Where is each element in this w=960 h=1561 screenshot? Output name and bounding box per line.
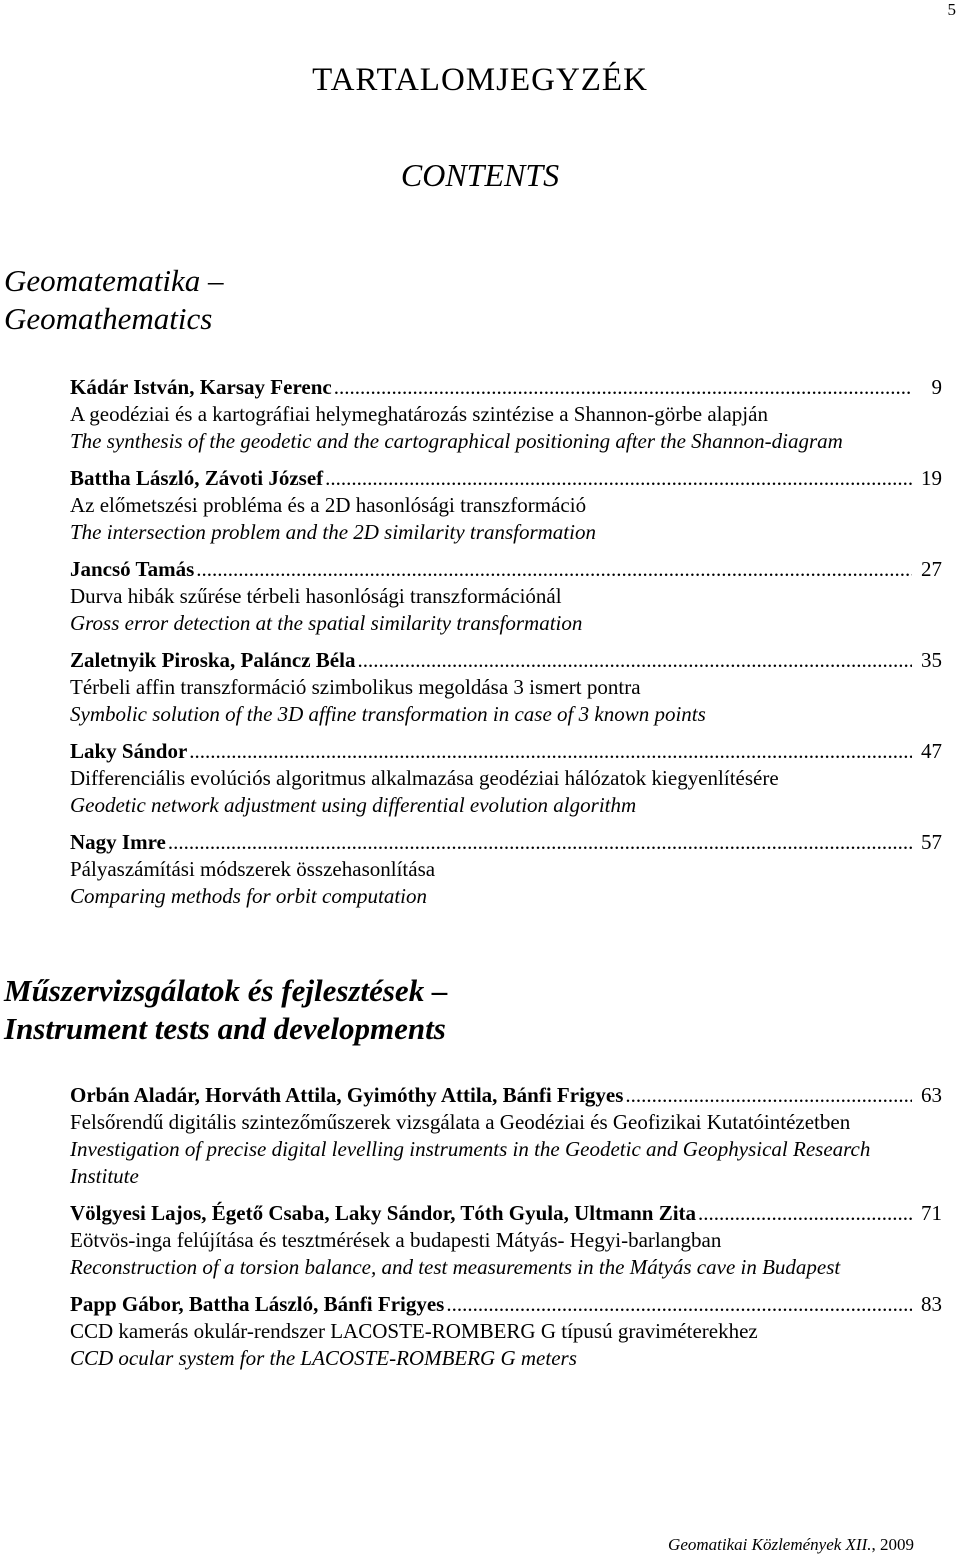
toc-entry[interactable] — [70, 647, 942, 728]
toc-entry[interactable] — [70, 374, 942, 455]
toc-entries-geomathematics — [70, 374, 942, 910]
toc-entry[interactable] — [70, 738, 942, 819]
leader-dots — [325, 465, 912, 492]
toc-entry[interactable] — [70, 465, 942, 546]
entry-authors: Orbán Aladár, Horváth Attila, Gyimóthy Attila, Bánfi Frigyes — [70, 1083, 624, 1107]
entry-page-number: 9 — [931, 375, 942, 399]
section-heading-en: Instrument tests and developments — [4, 1011, 446, 1046]
entry-page-number: 71 — [921, 1201, 942, 1225]
entry-title-en: Geodetic network adjustment using differential evolution algorithm — [70, 793, 637, 817]
entry-title-hu: Az előmetszési probléma és a 2D hasonlósági transzformáció — [70, 493, 587, 517]
entry-page-number: 83 — [921, 1292, 942, 1316]
section-heading-hu: Geomatematika – — [4, 263, 224, 298]
entry-page-number: 35 — [921, 648, 942, 672]
entry-page-number: 57 — [921, 830, 942, 854]
entry-authors: Kádár István, Karsay Ferenc — [70, 375, 332, 399]
entry-title-en: Reconstruction of a torsion balance, and test measurements in the Mátyás cave in Budapest — [70, 1255, 841, 1279]
section-heading-instruments — [4, 972, 447, 1048]
entry-title-hu: Pályaszámítási módszerek összehasonlítása — [70, 857, 436, 881]
entry-title-en: Gross error detection at the spatial similarity transformation — [70, 611, 583, 635]
leader-dots — [625, 1082, 912, 1109]
entry-title-en: Investigation of precise digital levelling instruments in the Geodetic and Geophysical Research Institute — [70, 1137, 871, 1188]
toc-entry[interactable] — [70, 1200, 942, 1281]
entry-title-hu: A geodéziai és a kartográfiai helymeghatározás szintézise a Shannon-görbe alapján — [70, 402, 768, 426]
entry-authors: Laky Sándor — [70, 739, 188, 763]
toc-entry[interactable] — [70, 556, 942, 637]
entry-title-hu: Térbeli affin transzformáció szimbolikus megoldása 3 ismert pontra — [70, 675, 641, 699]
page-title: TARTALOMJEGYZÉK — [312, 62, 648, 98]
entry-authors: Jancsó Tamás — [70, 557, 195, 581]
entry-authors: Völgyesi Lajos, Égető Csaba, Laky Sándor, Tóth Gyula, Ultmann Zita — [70, 1201, 697, 1225]
leader-dots — [446, 1291, 912, 1318]
leader-dots — [698, 1200, 912, 1227]
entry-title-hu: CCD kamerás okulár-rendszer LACOSTE-ROMBERG G típusú graviméterekhez — [70, 1319, 758, 1343]
entry-page-number: 63 — [921, 1083, 942, 1107]
page-subtitle: CONTENTS — [400, 157, 560, 193]
entry-title-en: The synthesis of the geodetic and the cartographical positioning after the Shannon-diagram — [70, 429, 843, 453]
entry-title-en: CCD ocular system for the LACOSTE-ROMBERG G meters — [70, 1346, 577, 1370]
section-heading-geomathematics — [4, 262, 224, 338]
leader-dots — [189, 738, 912, 765]
entry-title-en: The intersection problem and the 2D similarity transformation — [70, 520, 596, 544]
entry-page-number: 19 — [921, 466, 942, 490]
entry-page-number: 47 — [921, 739, 942, 763]
entry-title-hu: Durva hibák szűrése térbeli hasonlósági transzformációnál — [70, 584, 562, 608]
leader-dots — [168, 829, 912, 856]
entry-title-en: Symbolic solution of the 3D affine transformation in case of 3 known points — [70, 702, 706, 726]
toc-entry[interactable] — [70, 1291, 942, 1372]
entry-page-number: 27 — [921, 557, 942, 581]
entry-authors: Battha László, Závoti József — [70, 466, 324, 490]
toc-entry[interactable] — [70, 1082, 942, 1190]
leader-dots — [357, 647, 912, 674]
leader-dots — [334, 374, 912, 401]
entry-title-hu: Felsőrendű digitális szintezőműszerek vizsgálata a Geodéziai és Geofizikai Kutatóintézetben — [70, 1110, 851, 1134]
entry-title-hu: Differenciális evolúciós algoritmus alkalmazása geodéziai hálózatok kiegyenlítésére — [70, 766, 779, 790]
entry-authors: Zaletnyik Piroska, Paláncz Béla — [70, 648, 356, 672]
entry-title-hu: Eötvös-inga felújítása és tesztmérések a budapesti Mátyás- Hegyi-barlangban — [70, 1228, 722, 1252]
entry-title-en: Comparing methods for orbit computation — [70, 884, 428, 908]
footer-year: , 2009 — [871, 1535, 914, 1554]
footer — [668, 1535, 914, 1555]
leader-dots — [196, 556, 912, 583]
page-number: 5 — [947, 0, 956, 19]
footer-journal: Geomatikai Közlemények XII. — [668, 1535, 872, 1554]
toc-entries-instruments — [70, 1082, 942, 1372]
toc-entry[interactable] — [70, 829, 942, 910]
entry-authors: Papp Gábor, Battha László, Bánfi Frigyes — [70, 1292, 445, 1316]
section-heading-en: Geomathematics — [4, 301, 213, 336]
entry-authors: Nagy Imre — [70, 830, 166, 854]
section-heading-hu: Műszervizsgálatok és fejlesztések – — [4, 973, 448, 1008]
